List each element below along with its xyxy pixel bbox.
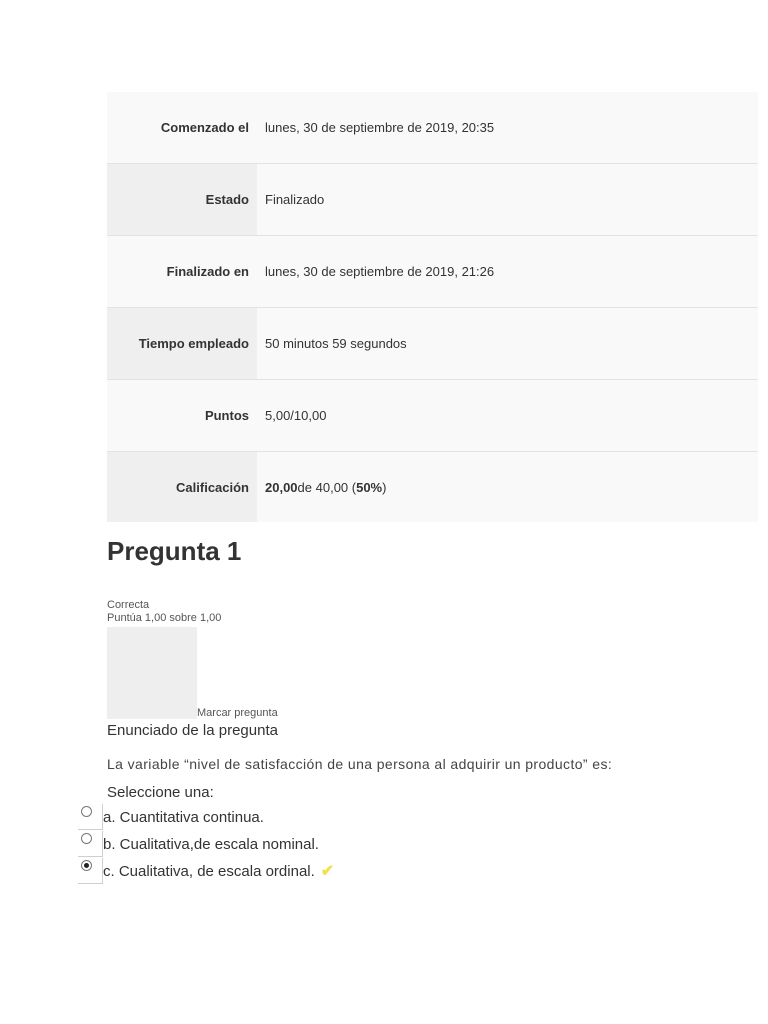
question-text-heading: Enunciado de la pregunta bbox=[107, 722, 278, 739]
radio-wrapper[interactable] bbox=[78, 804, 103, 830]
grade-end: ) bbox=[382, 479, 387, 495]
flag-question-link[interactable]: Marcar pregunta bbox=[197, 707, 278, 719]
correct-check-icon: ✔ bbox=[320, 863, 335, 880]
answer-prompt: Seleccione una: bbox=[107, 784, 214, 801]
question-text: La variable “nivel de satisfacción de una persona al adquirir un producto” es: bbox=[107, 756, 613, 772]
summary-row-finished bbox=[107, 236, 758, 308]
summary-row-state bbox=[107, 164, 758, 236]
summary-value: Finalizado bbox=[257, 164, 758, 235]
summary-value-grade bbox=[257, 452, 758, 522]
summary-row-points bbox=[107, 380, 758, 452]
flag-question-box[interactable] bbox=[107, 627, 197, 719]
grade-mid: de 40,00 ( bbox=[297, 479, 357, 495]
radio-wrapper[interactable] bbox=[78, 858, 103, 884]
grade-percent: 50% bbox=[356, 479, 383, 495]
radio-button[interactable] bbox=[81, 833, 92, 844]
summary-label: Finalizado en bbox=[107, 236, 257, 307]
answer-option-a[interactable] bbox=[78, 804, 264, 830]
summary-row-started bbox=[107, 92, 758, 164]
summary-label: Tiempo empleado bbox=[107, 308, 257, 379]
question-info bbox=[107, 599, 221, 625]
summary-value: lunes, 30 de septiembre de 2019, 21:26 bbox=[257, 236, 758, 307]
summary-value: lunes, 30 de septiembre de 2019, 20:35 bbox=[257, 92, 758, 163]
radio-wrapper[interactable] bbox=[78, 831, 103, 857]
summary-row-time-taken bbox=[107, 308, 758, 380]
summary-value: 50 minutos 59 segundos bbox=[257, 308, 758, 379]
summary-label: Estado bbox=[107, 164, 257, 235]
answer-option-label[interactable]: a. Cuantitativa continua. bbox=[103, 808, 264, 826]
answer-option-label[interactable]: c. Cualitativa, de escala ordinal. bbox=[103, 862, 315, 880]
summary-label: Calificación bbox=[107, 452, 257, 522]
radio-button[interactable] bbox=[81, 806, 92, 817]
summary-row-grade bbox=[107, 452, 758, 522]
answer-option-b[interactable] bbox=[78, 831, 319, 857]
attempt-summary-table bbox=[107, 92, 758, 522]
summary-value: 5,00/10,00 bbox=[257, 380, 758, 451]
question-state: Correcta bbox=[107, 599, 150, 611]
summary-label: Comenzado el bbox=[107, 92, 257, 163]
grade-score: 20,00 bbox=[265, 479, 298, 495]
question-title: Pregunta 1 bbox=[107, 536, 242, 566]
question-grade: Puntúa 1,00 sobre 1,00 bbox=[107, 612, 222, 624]
summary-label: Puntos bbox=[107, 380, 257, 451]
answer-option-label[interactable]: b. Cualitativa,de escala nominal. bbox=[103, 835, 319, 853]
answer-option-c[interactable] bbox=[78, 858, 334, 884]
radio-button-selected[interactable] bbox=[81, 860, 92, 871]
